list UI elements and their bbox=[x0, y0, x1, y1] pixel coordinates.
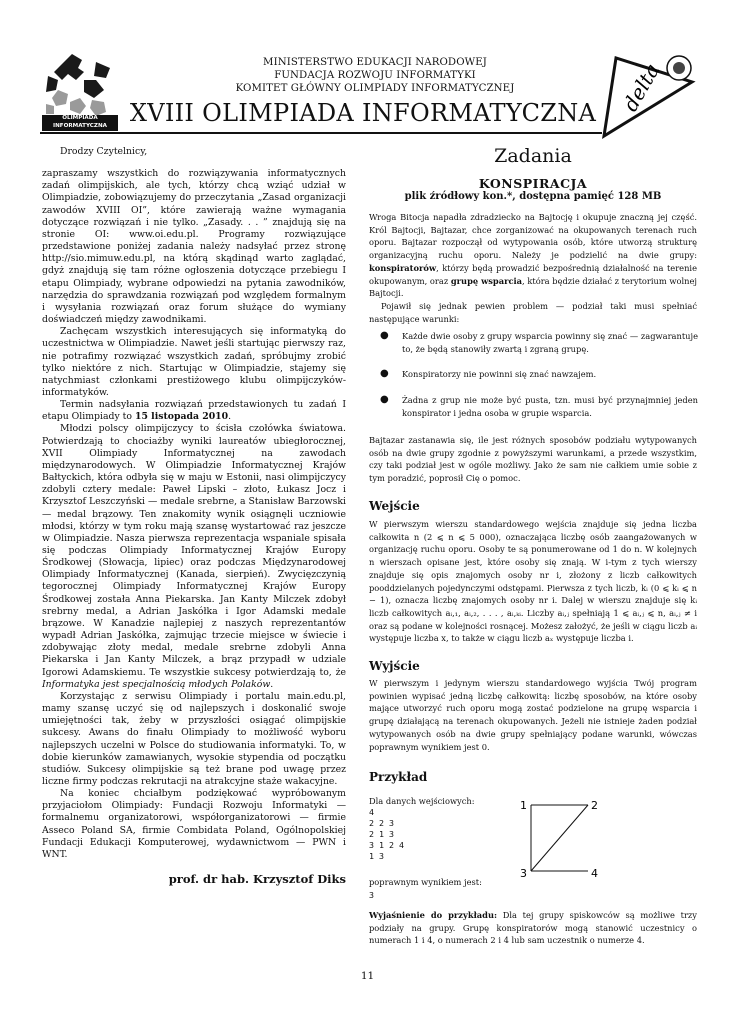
greeting: Drodzy Czytelnicy, bbox=[60, 146, 148, 157]
task-meta: plik źródłowy kon.*, dostępna pamięć 128 MB bbox=[404, 191, 662, 202]
graph-node: 4 bbox=[591, 867, 598, 880]
header-foundation: FUNDACJA ROZWOJU INFORMATYKI bbox=[274, 70, 476, 81]
bullet-icon: ● bbox=[380, 330, 389, 341]
italic-quote: Informatyka jest specjalnością młodych Polaków bbox=[42, 678, 271, 690]
example-input: 4 2 2 3 2 1 3 3 1 2 4 1 3 bbox=[369, 807, 404, 861]
letter-paragraph: Na koniec chciałbym podziękować wypróbowanym przyjaciołom Olimpiady: Fundacji Rozwoju Informatyki — formalnemu organizatorowi, współorganizatorowi — firmie Asseco Poland SA, firmie Combidata Poland, Ogólnopolskiej Fundacji Edukacji Komputerowej, wydawnictwom — PWN i WNT. bbox=[42, 788, 346, 860]
graph-node: 1 bbox=[520, 799, 527, 812]
list-item: ● Żadna z grup nie może być pusta, tzn. musi być przynajmniej jeden konspirator i jedna osoba w grupie wsparcia. bbox=[380, 394, 698, 418]
task-question: Bajtazar zastanawia się, ile jest różnych sposobów podziału wytypowanych osób na dwie grupy zgodnie z powyższymi warunkami, a przede wszystkim, czy taki podział jest w ogóle możliwy. Jako że sam nie całkiem umie sobie z tym poradzić, poprosił Cię o pomoc. bbox=[369, 435, 697, 484]
example-output: 3 bbox=[369, 890, 374, 900]
task-problem: Pojawił się jednak pewien problem — podział taki musi spełniać następujące warunki: bbox=[369, 300, 697, 324]
letter-paragraph: Zachęcam wszystkich interesujących się informatyką do uczestnictwa w Olimpiadzie. Nawet jeśli startując pierwszy raz, nie potrafimy rozwiązać wszystkich zadań, spróbujmy zrobić tylko niektóre z nich. Startując w Olimpiadzie, stajemy się natychmiast członkami prestiżowego klubu olimpijczyków-informatyków. bbox=[42, 326, 346, 398]
list-item: ● Każde dwie osoby z grupy wsparcia powinny się znać — zagwarantuje to, że będą stanowiły zwartą i zgraną grupę. bbox=[380, 330, 698, 354]
graph-node: 2 bbox=[591, 799, 598, 812]
header-ministry: MINISTERSTWO EDUKACJI NARODOWEJ bbox=[263, 57, 487, 68]
example-output-label: poprawnym wynikiem jest: bbox=[369, 877, 482, 887]
letter-paragraph: zapraszamy wszystkich do rozwiązywania informatycznych zadań olimpijskich, ale tych, którzy chcą wziąć udział w Olimpiadzie, zobowiązujemy do przeczytania „Zasad organizacji zawodów XVIII OI”, które zawierają ważne wymagania dotyczące rozwiązań i nie tylko. „Zasady. . . ” znajdują się na stronie OI: www.oi.edu.pl. Programy rozwiązujące przedstawione poniżej zadania należy nadsyłać przez stronę http://sio.mimuw.edu.pl, na którą skądinąd warto zaglądać, gdyż znajdują się tam różne ogłoszenia dotyczące przebiegu I etapu Olimpiady, wybrane odpowiedzi na pytania zawodników, narzędzia do sprawdzania rozwiązań pod względem formalnym i wysyłania rozwiązań oraz forum służące do wymiany doświadczeń między zawodnikami. bbox=[42, 168, 346, 326]
conditions-list bbox=[380, 394, 698, 419]
delta-logo bbox=[586, 40, 696, 140]
graph-node: 3 bbox=[520, 867, 527, 880]
output-heading: Wyjście bbox=[369, 659, 420, 673]
page-number: 11 bbox=[360, 970, 375, 982]
example-explanation: Wyjaśnienie do przykładu: Dla tej grupy spiskowców są możliwe trzy podziały na grupy. Grupę konspiratorów mogą stanowić uczestnicy o numerach 1 i 4, o numerach 2 i 4 lub sam uczestnik o numerze 4. bbox=[369, 910, 697, 946]
example-graph bbox=[510, 796, 610, 884]
signature: prof. dr hab. Krzysztof Diks bbox=[168, 872, 346, 886]
graph-edge bbox=[531, 805, 588, 871]
input-heading: Wejście bbox=[369, 499, 420, 513]
list-item: ● Konspiratorzy nie powinni się znać nawzajem. bbox=[380, 368, 597, 379]
task-title: KONSPIRACJA bbox=[478, 176, 588, 191]
conditions-list bbox=[380, 368, 698, 381]
input-description: W pierwszym wierszu standardowego wejścia znajduje się jedna liczba całkowita n (2 ⩽ n ⩽ 5 000), oznaczająca liczbę osób zaangażowanych w organizację ruchu oporu. Osoby te są ponumerowane od 1 do n. W kolejnych n wierszach opisane jest, które osoby się znają. W i-tym z tych wierszy znajduje się opis znajomych osoby nr i, złożony z liczb całkowitych pooddzielanych pojedynczymi odstępami. Pierwsza z tych liczb, kᵢ (0 ⩽ kᵢ ⩽ n − 1), oznacza liczbę znajomych osoby nr i. Dalej w wierszu znajduje się kᵢ liczb całkowitych aᵢ,₁, aᵢ,₂, . . . , aᵢ,ₖᵢ. Liczby aᵢ,ⱼ spełniają 1 ⩽ aᵢ,ⱼ ⩽ n, aᵢ,ⱼ ≠ i oraz są podane w kolejności rosnącej. Możesz założyć, że jeśli w ciągu liczb aᵢ występuje liczba x, to także w ciągu liczb aₓ występuje liczba i. bbox=[369, 519, 697, 644]
editorial-letter bbox=[42, 146, 346, 861]
bullet-icon: ● bbox=[380, 368, 389, 379]
output-description: W pierwszym i jedynym wierszu standardowego wyjścia Twój program powinien wypisać jedną liczbę całkowitą: liczbę sposobów, na które osoby mające utworzyć ruch oporu mogą zostać podzielone na grupę wsparcia i grupę działającą na terenach okupowanych. Jeżeli nie istnieje żaden podział wytypowanych osób na dwie grupy spełniający podane warunki, wówczas poprawnym wynikiem jest 0. bbox=[369, 678, 697, 752]
letter-paragraph: Młodzi polscy olimpijczycy to ścisła czołówka światowa. Potwierdzają to chociażby wyniki laureatów ubiegłorocznej, XVII Olimpiady Informatycznej na zawodach międzynarodowych. W Olimpiadzie Informatycznej Krajów Bałtyckich, która odbyła się w maju w Estonii, nasi olimpijczycy zdobyli cztery medale: Paweł Lipski – złoto, Łukasz Jocz i Krzysztof Leszczyński — medale srebrne, a Stanisław Barzowski — medal brązowy. Ten znakomity wynik osiągnęli uczniowie młodsi, którzy w tym roku mają szansę wystartować raz jeszcze w Olimpiadzie. Nasza pierwsza reprezentacja wspaniale spisała się podczas Olimpiady Informatycznej Krajów Europy Środkowej (Słowacja, lipiec) oraz podczas Międzynarodowej Olimpiady Informatycznej (Kanada, sierpień). Zwycięzczynią tegorocznej Olimpiady Informatycznej Krajów Europy Środkowej została Anna Piekarska. Jan Kanty Milczek zdobył srebrny medal, a Adrian Jaskółka i Igor Adamski medale brązowe. W Kanadzie najlepiej z naszych reprezentantów wypadł Adrian Jaskółka, zajmując trzecie miejsce w świecie i zdobywając złoty medal, medale srebrne zdobyli Anna Piekarska i Jan Kanty Milczek, a brąz przypadł w udziale Igorowi Adamskiemu. Te wszystkie sukcesy potwierdzają to, że Informatyka jest specjalnością młodych Polaków. bbox=[42, 423, 346, 690]
task-statement bbox=[369, 211, 697, 325]
deadline-date: 15 listopada 2010 bbox=[134, 411, 229, 423]
delta-word: delta bbox=[618, 59, 665, 116]
bullet-icon: ● bbox=[380, 394, 389, 405]
task-intro: Wroga Bitocja napadła zdradziecko na Bajtocję i okupuje znaczną jej część. Król Bajtocji, Bajtazar, chce zorganizować na okupowanych terenach ruch oporu. Bajtazar rozpoczął od wytypowania osób, które utworzą strukturę organizacyjną ruchu oporu. Należy je podzielić na dwie grupy: konspiratorów, którzy będą prowadzić bezpośrednią działalność na terenie okupowanym, oraz grupę wsparcia, która będzie działać z terytorium wolnej Bajtocji. bbox=[369, 212, 697, 299]
example-heading: Przykład bbox=[369, 770, 428, 784]
header-rule bbox=[40, 132, 602, 134]
section-title: Zadania bbox=[494, 145, 572, 167]
header-committee: KOMITET GŁÓWNY OLIMPIADY INFORMATYCZNEJ bbox=[235, 83, 515, 94]
example-input-label: Dla danych wejściowych: bbox=[369, 796, 475, 806]
letter-paragraph: Korzystając z serwisu Olimpiady i portalu main.edu.pl, mamy szansę uczyć się od najlepszych i doskonalić swoje umiejętności tak, żeby w przyszłości osiągać olimpijskie sukcesy. Awans do finału Olimpiady to możliwość wyboru najlepszych uczelni w Polsce do studiowania informatyki. To, w dobie kierunków zamawianych, wysokie stypendia od początku studiów. Sukcesy olimpijskie są też brane pod uwagę przez liczne firmy podczas rekrutacji na atrakcyjne staże wakacyjne. bbox=[42, 690, 346, 787]
logo-caption: OLIMPIADA INFORMATYCZNA bbox=[42, 115, 118, 131]
letter-paragraph: Termin nadsyłania rozwiązań przedstawionych tu zadań I etapu Olimpiady to 15 listopada 2010. bbox=[42, 399, 346, 423]
page-title: XVIII OLIMPIADA INFORMATYCZNA bbox=[129, 99, 597, 127]
conditions-list bbox=[380, 330, 698, 355]
